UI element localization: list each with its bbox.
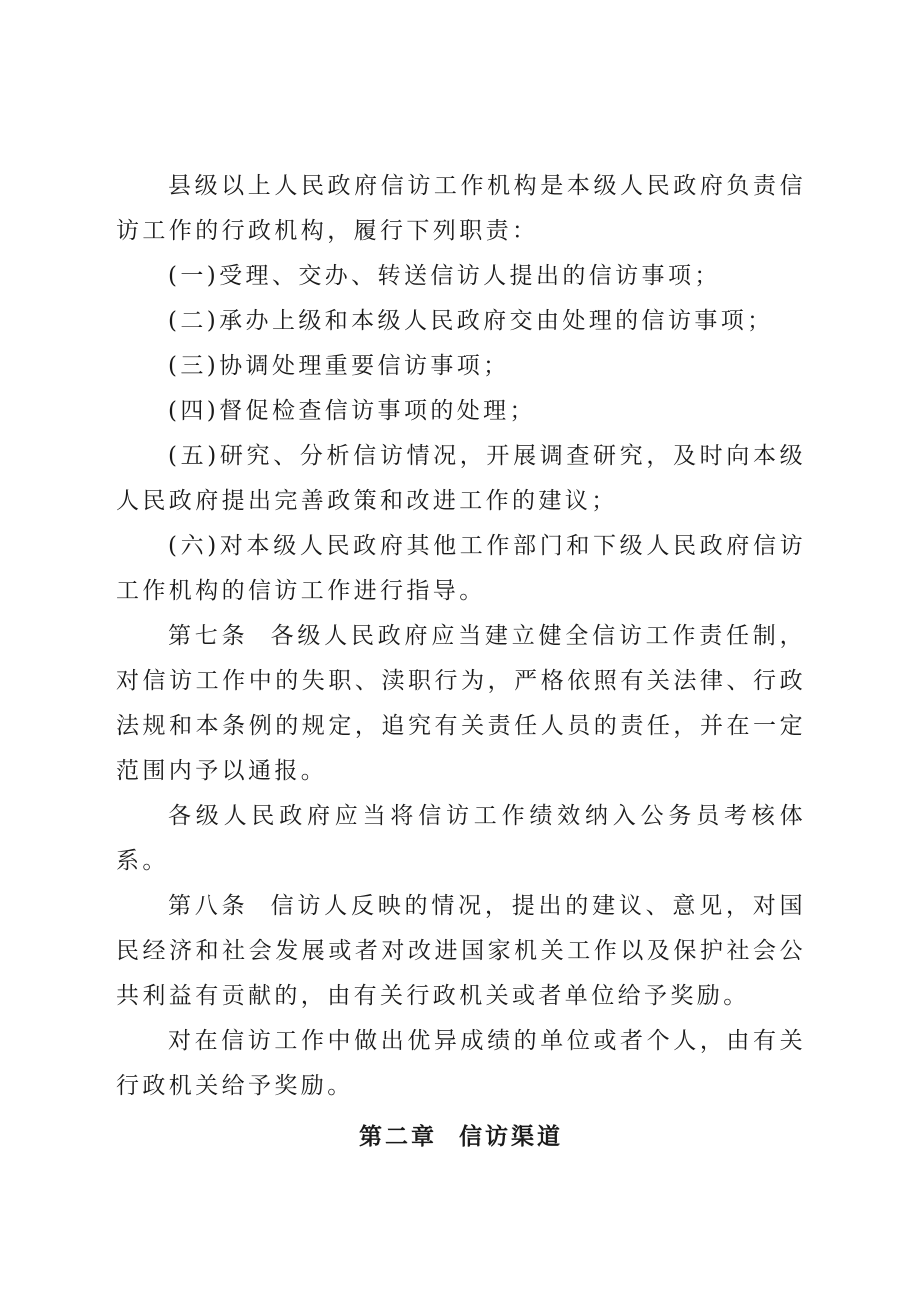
- duty-item-4: (四)督促检查信访事项的处理；: [168, 398, 536, 424]
- document-body: [116, 164, 806, 1160]
- article-8-paragraph-2: 对在信访工作中做出优异成绩的单位或者个人，由有关行政机关给予奖励。: [116, 1028, 806, 1099]
- article-8: 第八条 信访人反映的情况，提出的建议、意见，对国民经济和社会发展或者对改进国家机关工作以及保护社会公共利益有贡献的，由有关行政机关或者单位给予奖励。: [116, 893, 806, 1009]
- duty-item-5: (五)研究、分析信访情况，开展调查研究，及时向本级人民政府提出完善政策和改进工作的建议；: [116, 443, 806, 514]
- article-7-paragraph-2: 各级人民政府应当将信访工作绩效纳入公务员考核体系。: [116, 803, 806, 874]
- duty-item-1: (一)受理、交办、转送信访人提出的信访事项；: [168, 263, 721, 289]
- article-7: 第七条 各级人民政府应当建立健全信访工作责任制，对信访工作中的失职、渎职行为，严格依照有关法律、行政法规和本条例的规定，追究有关责任人员的责任，并在一定范围内予以通报。: [116, 623, 806, 784]
- duty-item-3: (三)协调处理重要信访事项；: [168, 353, 510, 379]
- paragraph-petition-agency-duties: 县级以上人民政府信访工作机构是本级人民政府负责信访工作的行政机构，履行下列职责：: [116, 173, 806, 244]
- duty-item-2: (二)承办上级和本级人民政府交由处理的信访事项；: [168, 308, 774, 334]
- duty-item-6: (六)对本级人民政府其他工作部门和下级人民政府信访工作机构的信访工作进行指导。: [116, 533, 806, 604]
- chapter-heading: 第二章 信访渠道: [358, 1124, 563, 1150]
